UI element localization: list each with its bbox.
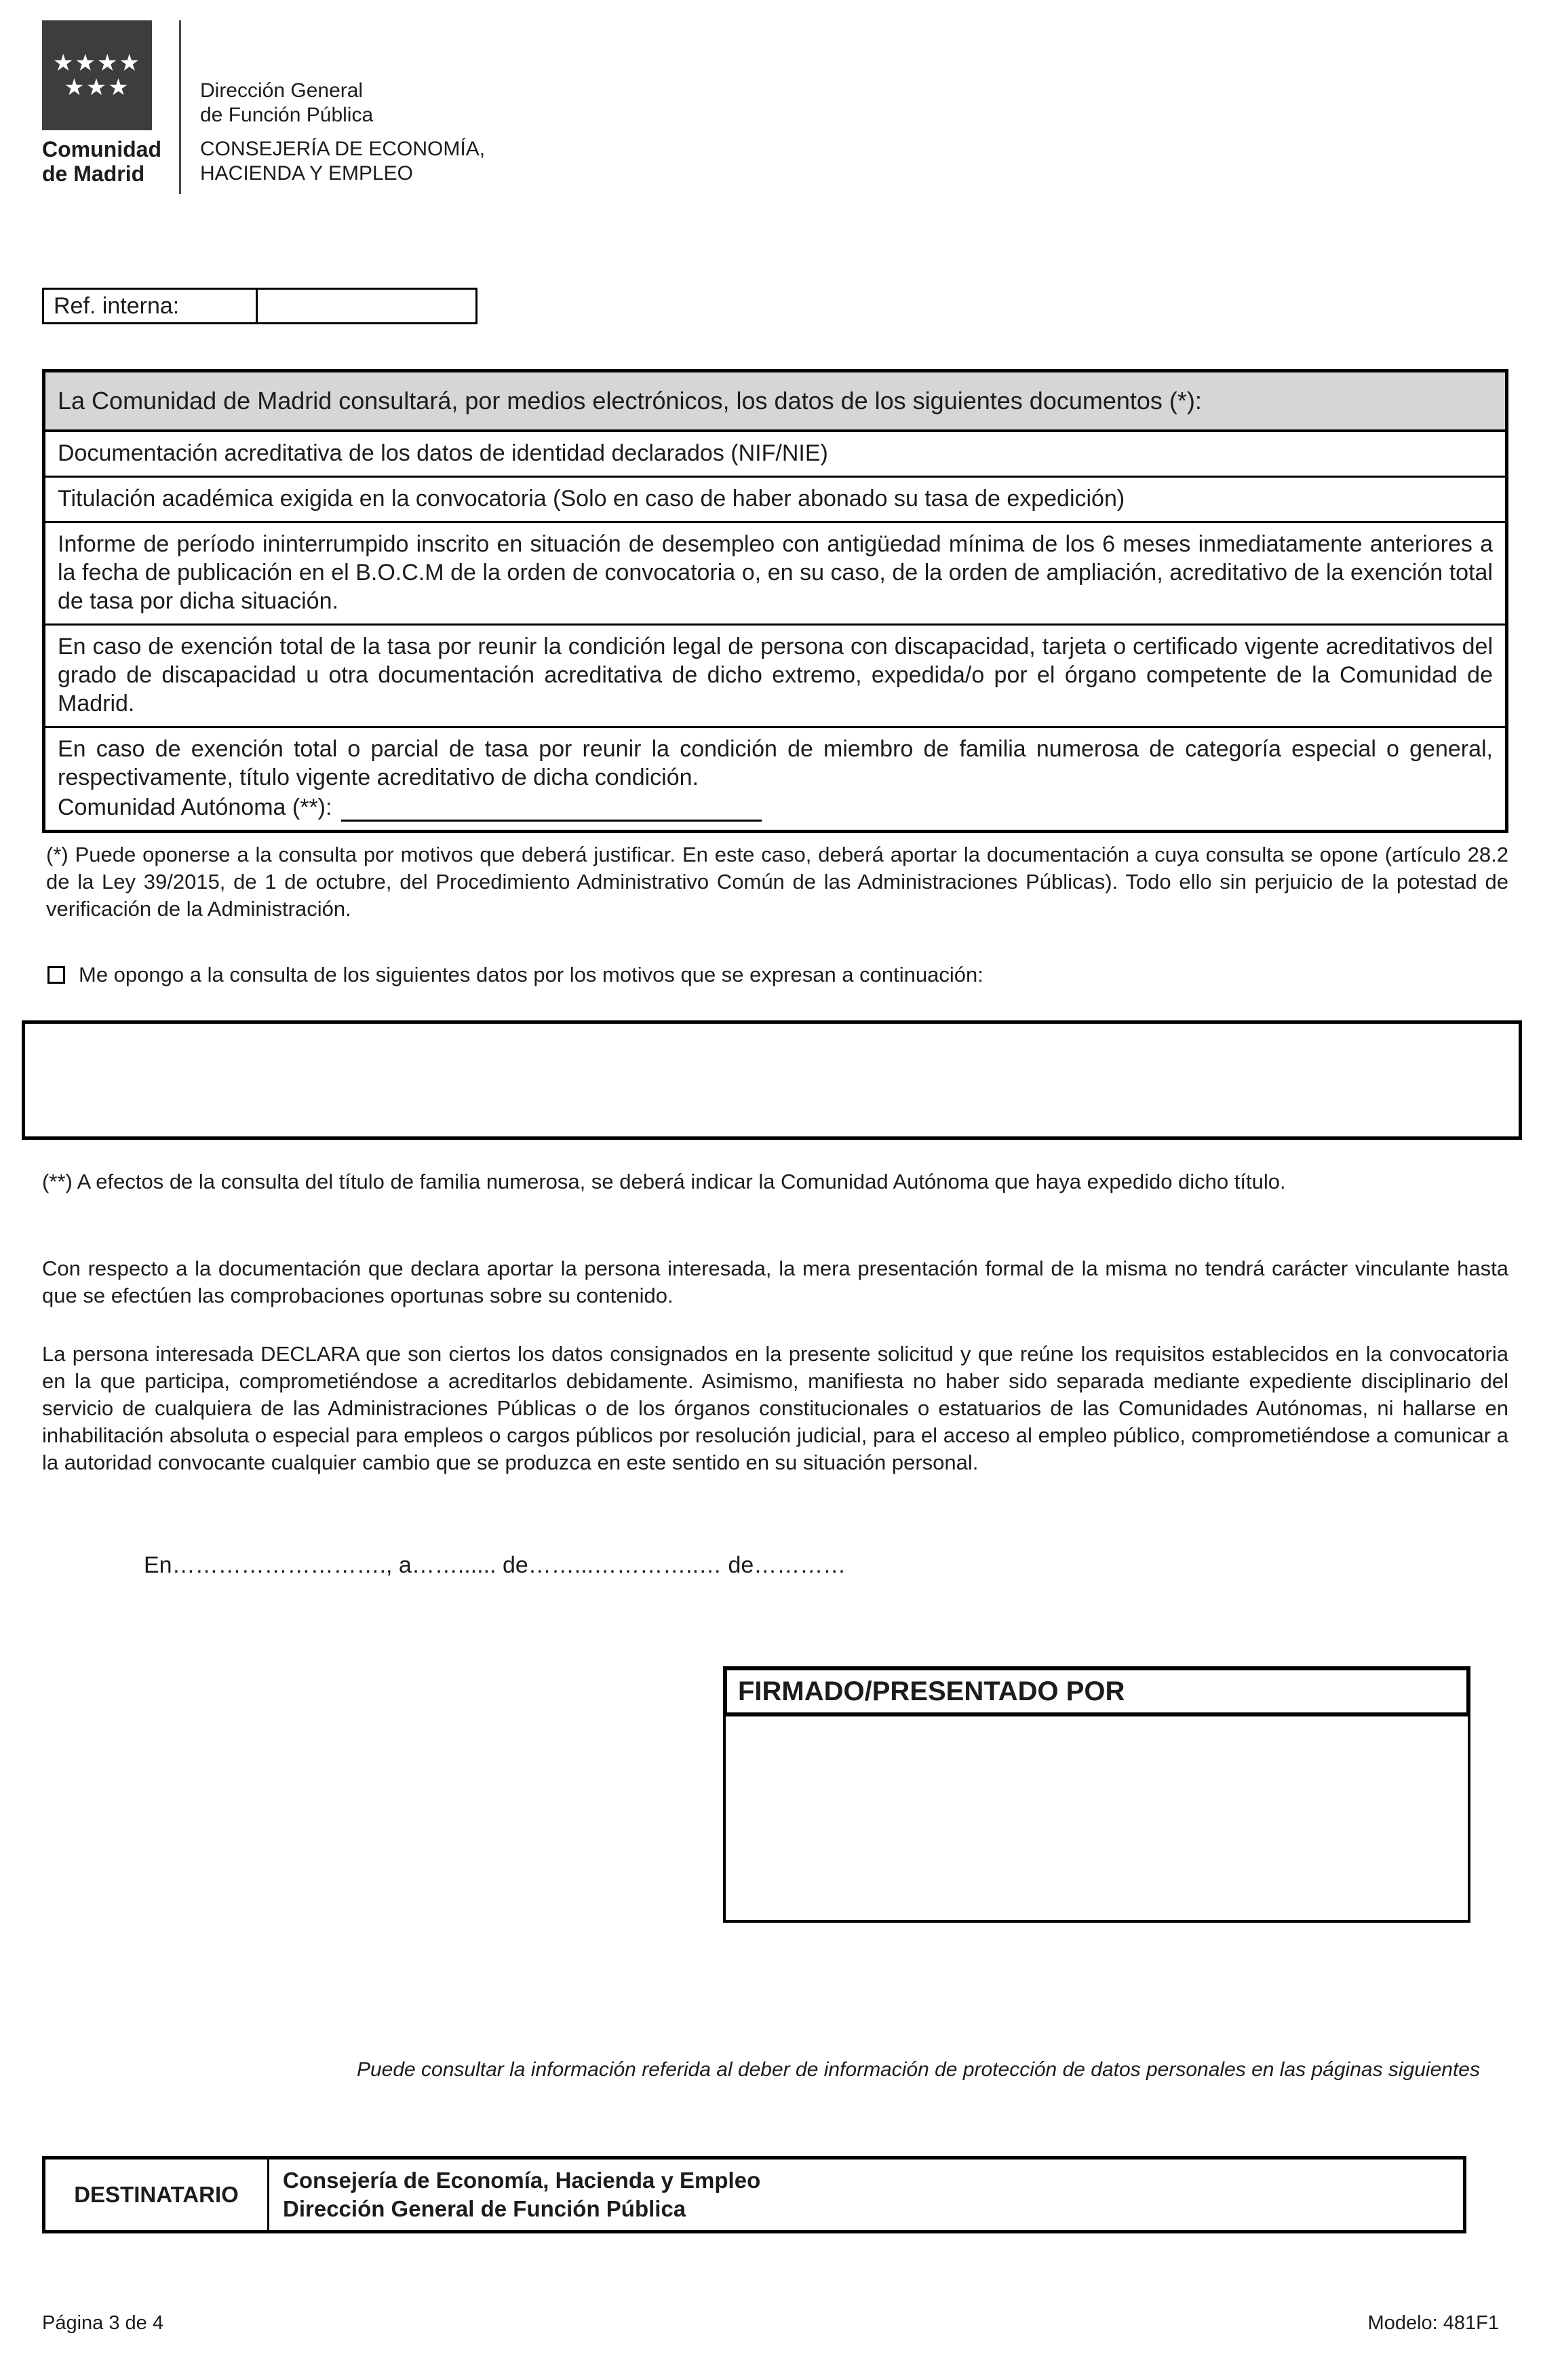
footnote-asterisk: (*) Puede oponerse a la consulta por motivos que deberá justificar. En este caso, deberá aportar la documentación a cuya consulta se opone (artículo 28.2 de la Ley 39/2015, de 1 de octubre, del Procedimiento Administrativo Común de las Administraciones Públicas). Todo ello sin perjuicio de la potestad de verificación de la Administración. [46, 843, 1508, 921]
consult-table [42, 369, 1508, 833]
consult-row-discapacidad: En caso de exención total de la tasa por reunir la condición legal de persona con discapacidad, tarjeta o certificado vigente acreditativos del grado de discapacidad u otra documentación acreditativa de dicho extremo, expedida/o por el órgano competente de la Comunidad de Madrid. [45, 623, 1505, 726]
consult-table-header: La Comunidad de Madrid consultará, por medios electrónicos, los datos de los siguientes documentos (*): [45, 372, 1505, 432]
signed-presented-title: FIRMADO/PRESENTADO POR [723, 1666, 1470, 1716]
opposition-reasons-field[interactable] [22, 1020, 1522, 1140]
signature-field[interactable] [723, 1716, 1470, 1923]
consult-row-desempleo: Informe de período ininterrumpido inscrito en situación de desempleo con antigüedad mínima de los 6 meses inmediatamente anteriores a la fecha de publicación en el B.O.C.M de la orden de convocatoria o, en su caso, de la orden de ampliación, acreditativo de la exención total de tasa por dicha situación. [45, 521, 1505, 623]
org-line-1: Dirección General [199, 79, 364, 102]
privacy-note: Puede consultar la información referida al deber de información de protección de datos personales en las páginas siguientes [356, 2058, 1480, 2081]
logo-wordmark-line2: de Madrid [42, 161, 145, 186]
opposition-label: Me opongo a la consulta de los siguientes datos por los motivos que se expresan a continuación: [79, 963, 983, 986]
date-fill-line[interactable]: En………………………., a……...... de……...…………..… de………… [144, 1552, 846, 1578]
consult-row-titulacion: Titulación académica exigida en la convocatoria (Solo en caso de haber abonado su tasa de expedición) [45, 476, 1505, 521]
opposition-checkbox[interactable] [47, 966, 65, 984]
destinatario-table [42, 2156, 1466, 2233]
consult-row-familia-numerosa-text: En caso de exención total o parcial de tasa por reunir la condición de miembro de familia numerosa de categoría especial o general, respectivamente, título vigente acreditativo de dicha condición. [58, 736, 1493, 790]
comunidad-autonoma-line [58, 793, 1493, 822]
destinatario-label: DESTINATARIO [45, 2160, 269, 2230]
model-number: Modelo: 481F1 [1367, 2312, 1499, 2334]
consult-row-identity: Documentación acreditativa de los datos de identidad declarados (NIF/NIE) [58, 440, 828, 466]
madrid-flag-icon [42, 20, 152, 130]
page-footer [42, 2312, 1499, 2335]
destinatario-line2: Dirección General de Función Pública [283, 2196, 686, 2221]
destinatario-line1: Consejería de Economía, Hacienda y Empleo [283, 2168, 761, 2193]
header [42, 20, 1508, 194]
logo-wordmark-line1: Comunidad [42, 137, 161, 161]
org-gap [200, 128, 485, 137]
ref-interna-input[interactable] [256, 290, 475, 322]
org-line-4: HACIENDA Y EMPLEO [199, 162, 413, 185]
ref-interna-label: Ref. interna: [54, 293, 180, 319]
paragraph-documentation: Con respecto a la documentación que declara aportar la persona interesada, la mera presentación formal de la misma no tendrá carácter vinculante hasta que se efectúen las comprobaciones oportunas sobre su contenido. [42, 1256, 1508, 1307]
comunidad-madrid-logo [42, 20, 161, 194]
flag-stars-row1: ★★★★ [53, 50, 141, 76]
flag-stars-row2: ★★★ [64, 75, 130, 100]
paragraph-declaration: La persona interesada DECLARA que son ciertos los datos consignados en la presente solicitud y que reúne los requisitos establecidos en la convocatoria en la que participa, comprometiéndose a acreditarlos debidamente. Asimismo, manifiesta no haber sido separada mediante expediente disciplinario del servicio de cualquiera de las Administraciones Públicas o de los órganos constitucionales o estatuarios de las Comunidades Autónomas, ni hallarse en inhabilitación absoluta o especial para empleos o cargos públicos por resolución judicial, para el acceso al empleo público, comprometiéndose a comunicar a la autoridad convocante cualquier cambio que se produzca en este sentido en su situación personal. [42, 1342, 1508, 1474]
header-divider [179, 20, 181, 194]
comunidad-autonoma-blank-field[interactable] [341, 797, 762, 822]
ref-interna-box [42, 288, 477, 324]
page-number: Página 3 de 4 [42, 2312, 163, 2334]
opposition-row [42, 962, 1508, 988]
consult-row-familia-numerosa [45, 726, 1505, 830]
footnote-double-asterisk: (**) A efectos de la consulta del título de familia numerosa, se deberá indicar la Comunidad Autónoma que haya expedido dicho título. [42, 1170, 1286, 1193]
org-line-3: CONSEJERÍA DE ECONOMÍA, [199, 138, 486, 160]
comunidad-autonoma-label: Comunidad Autónoma (**): [58, 794, 332, 820]
logo-wordmark [42, 137, 161, 186]
destinatario-value [269, 2160, 774, 2230]
signed-presented-box [723, 1666, 1470, 1923]
org-identification [200, 20, 485, 194]
org-line-2: de Función Pública [199, 104, 374, 126]
